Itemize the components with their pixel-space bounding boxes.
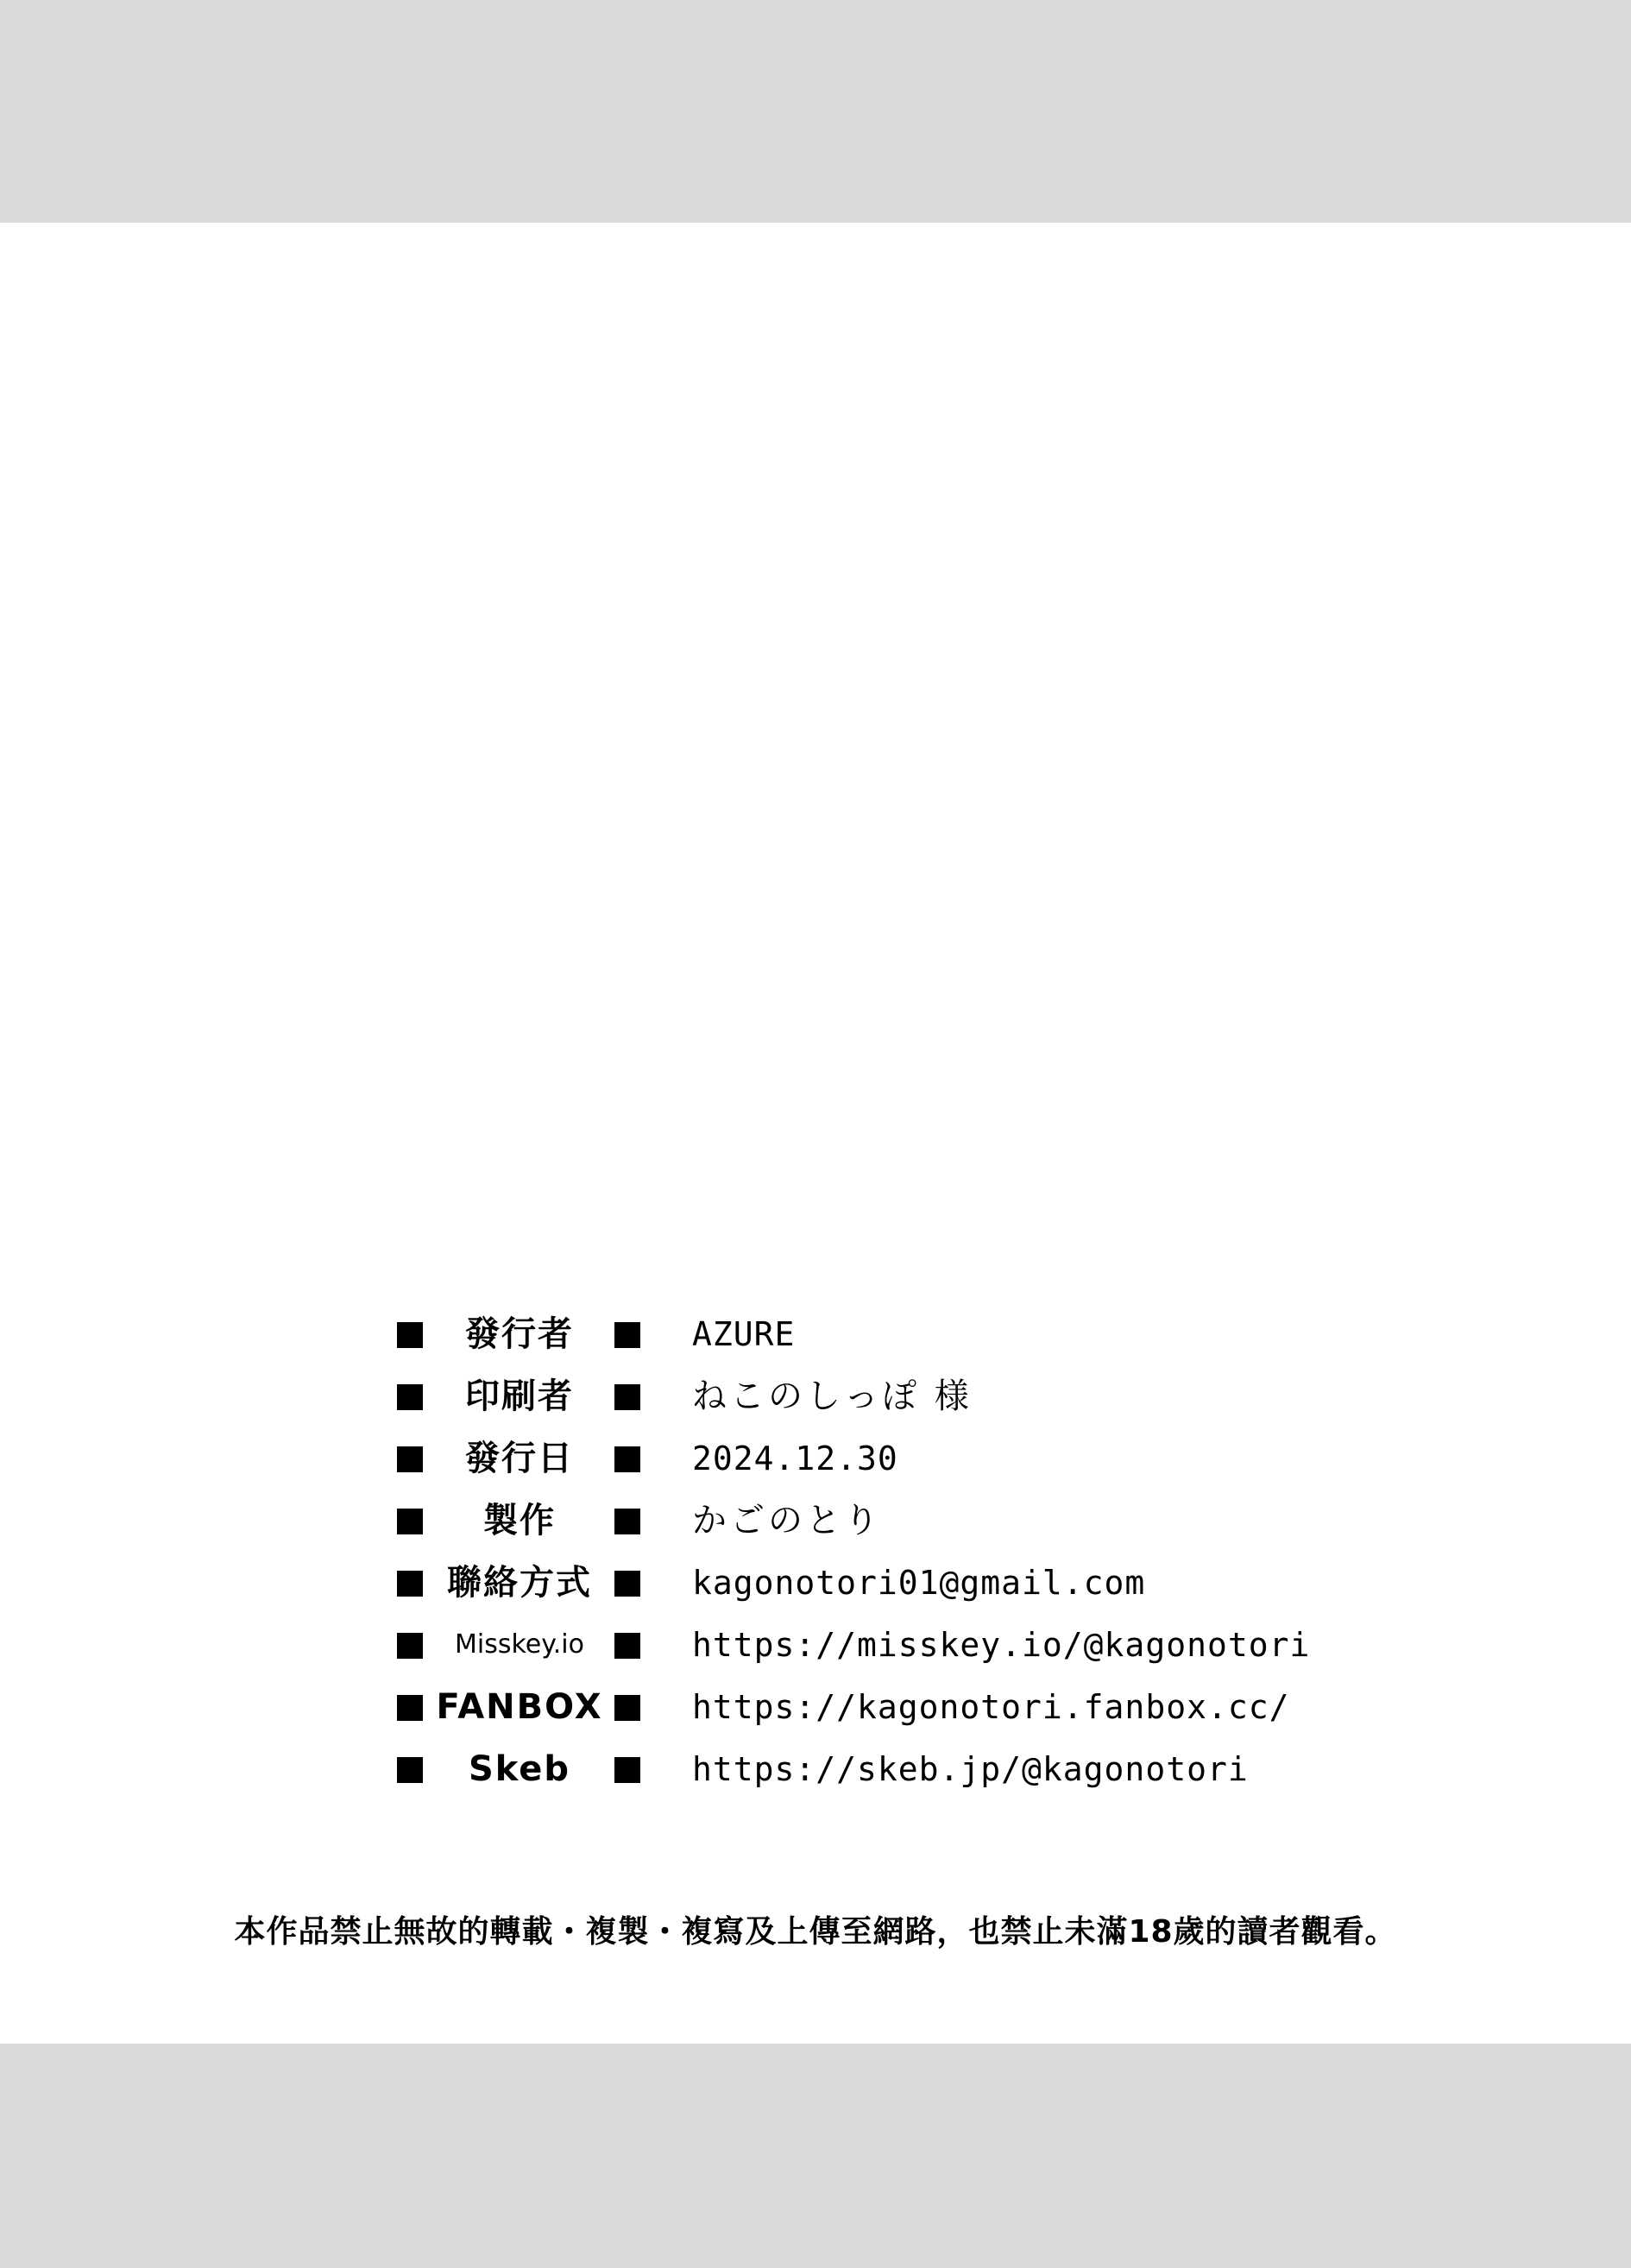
square-bullet-icon xyxy=(614,1633,640,1659)
colophon-row-contact xyxy=(397,1552,1346,1614)
colophon-value: AZURE xyxy=(692,1315,796,1353)
square-bullet-icon xyxy=(397,1571,423,1597)
square-bullet-icon xyxy=(614,1695,640,1721)
skeb-link[interactable]: https://skeb.jp/@kagonotori xyxy=(692,1750,1249,1788)
colophon-label: 發行日 xyxy=(465,1439,574,1478)
contact-email[interactable]: kagonotori01@gmail.com xyxy=(692,1564,1146,1602)
fanbox-link[interactable]: https://kagonotori.fanbox.cc/ xyxy=(692,1688,1290,1726)
colophon-row-date xyxy=(397,1427,1346,1490)
square-bullet-icon xyxy=(397,1384,423,1410)
bottom-gray-band xyxy=(0,2044,1631,2268)
colophon-row-printer xyxy=(397,1365,1346,1427)
colophon-value: ねこのしっぽ 様 xyxy=(692,1377,973,1416)
colophon-value: 2024.12.30 xyxy=(692,1440,898,1477)
colophon-row-misskey xyxy=(397,1614,1346,1676)
square-bullet-icon xyxy=(397,1633,423,1659)
colophon-value: かごのとり xyxy=(692,1501,882,1540)
colophon-row-fanbox xyxy=(397,1676,1346,1738)
colophon-row-skeb xyxy=(397,1738,1346,1800)
colophon-label: 印刷者 xyxy=(465,1377,574,1416)
colophon-label: Skeb xyxy=(468,1749,571,1789)
square-bullet-icon xyxy=(614,1322,640,1348)
top-gray-band xyxy=(0,0,1631,223)
square-bullet-icon xyxy=(397,1322,423,1348)
square-bullet-icon xyxy=(397,1757,423,1783)
misskey-link[interactable]: https://misskey.io/@kagonotori xyxy=(692,1626,1311,1664)
copyright-notice: 本作品禁止無故的轉載・複製・複寫及上傳至網路，也禁止未滿18歲的讀者觀看。 xyxy=(234,1914,1397,1950)
colophon-label: 製作 xyxy=(483,1501,556,1540)
colophon-row-production xyxy=(397,1490,1346,1552)
colophon-row-publisher xyxy=(397,1303,1346,1365)
colophon-label: 聯絡方式 xyxy=(447,1563,592,1603)
square-bullet-icon xyxy=(614,1571,640,1597)
square-bullet-icon xyxy=(397,1446,423,1472)
colophon-label: 發行者 xyxy=(465,1314,574,1354)
square-bullet-icon xyxy=(397,1509,423,1534)
square-bullet-icon xyxy=(397,1695,423,1721)
colophon-label: FANBOX xyxy=(436,1687,603,1727)
square-bullet-icon xyxy=(614,1384,640,1410)
square-bullet-icon xyxy=(614,1757,640,1783)
colophon-table xyxy=(397,1303,1346,1800)
square-bullet-icon xyxy=(614,1509,640,1534)
colophon-label: Misskey.io xyxy=(455,1629,584,1660)
square-bullet-icon xyxy=(614,1446,640,1472)
